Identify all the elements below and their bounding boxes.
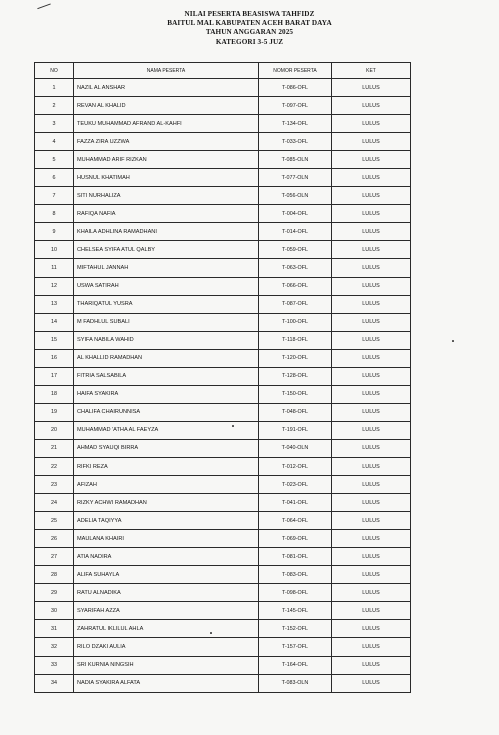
participant-number: T-083-OFL xyxy=(259,566,332,584)
participant-number: T-059-OFL xyxy=(259,241,332,259)
result-status: LULUS xyxy=(332,457,411,475)
result-status: LULUS xyxy=(332,133,411,151)
participant-number: T-081-OFL xyxy=(259,548,332,566)
table-row xyxy=(35,97,411,115)
header-category: KATEGORI 3-5 JUZ xyxy=(215,37,284,46)
participant-name: RATU ALNADIKA xyxy=(74,584,259,602)
participant-number: T-085-OLN xyxy=(259,151,332,169)
corner-pen-mark xyxy=(35,0,51,9)
participant-number: T-118-OFL xyxy=(259,331,332,349)
participant-name: NADIA SYAKIRA ALFATA xyxy=(74,674,259,692)
participant-name: RAFIQA NAFIA xyxy=(74,205,259,223)
participant-name: MUHAMMAD ARIF RIZKAN xyxy=(74,151,259,169)
participant-name: MUHAMMAD 'ATHA AL FAEYZA xyxy=(74,421,259,439)
participant-number: T-023-OFL xyxy=(259,476,332,494)
table-row xyxy=(35,187,411,205)
row-number: 10 xyxy=(35,241,74,259)
paper-speck xyxy=(232,425,234,427)
table-row xyxy=(35,367,411,385)
row-number: 14 xyxy=(35,313,74,331)
participant-name: SYIFA NABILA WAHID xyxy=(74,331,259,349)
row-number: 28 xyxy=(35,566,74,584)
result-status: LULUS xyxy=(332,566,411,584)
participant-name: SRI KURNIA NINGSIH xyxy=(74,656,259,674)
result-status: LULUS xyxy=(332,494,411,512)
table-row xyxy=(35,349,411,367)
result-status: LULUS xyxy=(332,295,411,313)
row-number: 25 xyxy=(35,512,74,530)
participant-number: T-066-OFL xyxy=(259,277,332,295)
participant-number: T-012-OFL xyxy=(259,457,332,475)
result-status: LULUS xyxy=(332,530,411,548)
participant-name: KHAILA ADHLINA RAMADHANI xyxy=(74,223,259,241)
table-header-row xyxy=(35,63,411,79)
participant-number: T-100-OFL xyxy=(259,313,332,331)
column-header-number: NOMOR PESERTA xyxy=(259,63,332,79)
table-row xyxy=(35,476,411,494)
row-number: 29 xyxy=(35,584,74,602)
row-number: 22 xyxy=(35,457,74,475)
participant-number: T-086-OFL xyxy=(259,79,332,97)
participant-name: ATIA NADIRA xyxy=(74,548,259,566)
participant-name: AHMAD SYAUQI BIRRA xyxy=(74,439,259,457)
participant-name: M FADHLUL SUBALI xyxy=(74,313,259,331)
row-number: 24 xyxy=(35,494,74,512)
participant-number: T-157-OFL xyxy=(259,638,332,656)
row-number: 15 xyxy=(35,331,74,349)
participant-name: FITRIA SALSABILA xyxy=(74,367,259,385)
participant-name: MAULANA KHAIRI xyxy=(74,530,259,548)
result-status: LULUS xyxy=(332,277,411,295)
row-number: 33 xyxy=(35,656,74,674)
participant-number: T-098-OFL xyxy=(259,584,332,602)
participant-number: T-056-OLN xyxy=(259,187,332,205)
result-status: LULUS xyxy=(332,421,411,439)
table-row xyxy=(35,439,411,457)
result-status: LULUS xyxy=(332,169,411,187)
result-status: LULUS xyxy=(332,97,411,115)
result-status: LULUS xyxy=(332,151,411,169)
paper-speck xyxy=(210,632,212,634)
participant-name: REVAN AL KHALID xyxy=(74,97,259,115)
participant-number: T-064-OFL xyxy=(259,512,332,530)
row-number: 20 xyxy=(35,421,74,439)
result-status: LULUS xyxy=(332,656,411,674)
participant-name: AL KHALLID RAMADHAN xyxy=(74,349,259,367)
result-status: LULUS xyxy=(332,584,411,602)
column-header-ket: KET xyxy=(332,63,411,79)
participant-number: T-152-OFL xyxy=(259,620,332,638)
table-row xyxy=(35,494,411,512)
participant-number: T-134-OFL xyxy=(259,115,332,133)
participant-number: T-191-OFL xyxy=(259,421,332,439)
participant-number: T-077-OLN xyxy=(259,169,332,187)
participant-number: T-063-OFL xyxy=(259,259,332,277)
row-number: 3 xyxy=(35,115,74,133)
row-number: 34 xyxy=(35,674,74,692)
participant-number: T-014-OFL xyxy=(259,223,332,241)
participant-name: SYARIFAH AZZA xyxy=(74,602,259,620)
table-row xyxy=(35,223,411,241)
participant-name: MIFTAHUL JANNAH xyxy=(74,259,259,277)
result-status: LULUS xyxy=(332,205,411,223)
table-row xyxy=(35,457,411,475)
participant-name: CHELSEA SYIFA ATUL QALBY xyxy=(74,241,259,259)
result-status: LULUS xyxy=(332,674,411,692)
row-number: 13 xyxy=(35,295,74,313)
row-number: 17 xyxy=(35,367,74,385)
row-number: 5 xyxy=(35,151,74,169)
row-number: 18 xyxy=(35,385,74,403)
row-number: 12 xyxy=(35,277,74,295)
result-status: LULUS xyxy=(332,223,411,241)
column-header-name: NAMA PESERTA xyxy=(74,63,259,79)
result-status: LULUS xyxy=(332,548,411,566)
participant-name: RILO DZAKI AULIA xyxy=(74,638,259,656)
participant-name: AFIZAH xyxy=(74,476,259,494)
participant-number: T-033-OFL xyxy=(259,133,332,151)
header-institution: BAITUL MAL KABUPATEN ACEH BARAT DAYA xyxy=(167,19,332,28)
table-row xyxy=(35,385,411,403)
table-row xyxy=(35,295,411,313)
result-status: LULUS xyxy=(332,259,411,277)
header-title: NILAI PESERTA BEASISWA TAHFIDZ xyxy=(184,10,315,18)
table-row xyxy=(35,241,411,259)
participant-number: T-083-OLN xyxy=(259,674,332,692)
paper-speck xyxy=(452,340,454,342)
participant-name: ADELIA TAQIYYA xyxy=(74,512,259,530)
table-row xyxy=(35,403,411,421)
table-body xyxy=(35,79,411,693)
table-row xyxy=(35,133,411,151)
row-number: 30 xyxy=(35,602,74,620)
row-number: 1 xyxy=(35,79,74,97)
result-status: LULUS xyxy=(332,115,411,133)
participant-number: T-150-OFL xyxy=(259,385,332,403)
participant-number: T-145-OFL xyxy=(259,602,332,620)
row-number: 27 xyxy=(35,548,74,566)
table-row xyxy=(35,584,411,602)
participant-name: CHALIFA CHAIRUNNISA xyxy=(74,403,259,421)
table-row xyxy=(35,548,411,566)
participant-number: T-048-OFL xyxy=(259,403,332,421)
table-row xyxy=(35,656,411,674)
result-status: LULUS xyxy=(332,476,411,494)
table-row xyxy=(35,566,411,584)
result-status: LULUS xyxy=(332,241,411,259)
document-header xyxy=(0,10,499,47)
participant-name: NAZIL AL ANSHAR xyxy=(74,79,259,97)
table-row xyxy=(35,421,411,439)
participant-number: T-004-OFL xyxy=(259,205,332,223)
row-number: 4 xyxy=(35,133,74,151)
table-row xyxy=(35,530,411,548)
table-row xyxy=(35,151,411,169)
participant-number: T-097-OFL xyxy=(259,97,332,115)
table-row xyxy=(35,602,411,620)
result-status: LULUS xyxy=(332,331,411,349)
table-row xyxy=(35,313,411,331)
result-status: LULUS xyxy=(332,602,411,620)
participant-name: HUSNUL KHATIMAH xyxy=(74,169,259,187)
table-row xyxy=(35,79,411,97)
row-number: 6 xyxy=(35,169,74,187)
participant-number: T-128-OFL xyxy=(259,367,332,385)
result-status: LULUS xyxy=(332,367,411,385)
participant-name: TEUKU MUHAMMAD AFRAND AL-KAHFI xyxy=(74,115,259,133)
table-row xyxy=(35,115,411,133)
result-status: LULUS xyxy=(332,512,411,530)
table-row xyxy=(35,512,411,530)
row-number: 8 xyxy=(35,205,74,223)
participant-name: THARIQATUL YUSRA xyxy=(74,295,259,313)
result-status: LULUS xyxy=(332,187,411,205)
row-number: 23 xyxy=(35,476,74,494)
participant-name: RIFKI REZA xyxy=(74,457,259,475)
row-number: 2 xyxy=(35,97,74,115)
row-number: 9 xyxy=(35,223,74,241)
table-row xyxy=(35,169,411,187)
table-row xyxy=(35,259,411,277)
row-number: 21 xyxy=(35,439,74,457)
result-status: LULUS xyxy=(332,620,411,638)
participant-number: T-087-OFL xyxy=(259,295,332,313)
result-status: LULUS xyxy=(332,403,411,421)
participant-name: ALIFA SUHAYLA xyxy=(74,566,259,584)
row-number: 16 xyxy=(35,349,74,367)
results-table xyxy=(34,62,411,693)
participant-number: T-164-OFL xyxy=(259,656,332,674)
result-status: LULUS xyxy=(332,385,411,403)
participant-number: T-069-OFL xyxy=(259,530,332,548)
table-row xyxy=(35,674,411,692)
result-status: LULUS xyxy=(332,313,411,331)
header-year: TAHUN ANGGARAN 2025 xyxy=(205,28,294,37)
row-number: 26 xyxy=(35,530,74,548)
row-number: 7 xyxy=(35,187,74,205)
row-number: 32 xyxy=(35,638,74,656)
result-status: LULUS xyxy=(332,638,411,656)
participant-number: T-120-OFL xyxy=(259,349,332,367)
column-header-no: NO xyxy=(35,63,74,79)
participant-name: USWA SATIRAH xyxy=(74,277,259,295)
result-status: LULUS xyxy=(332,349,411,367)
participant-name: SITI NURHALIZA xyxy=(74,187,259,205)
result-status: LULUS xyxy=(332,439,411,457)
table-row xyxy=(35,638,411,656)
participant-name: RIZKY ACHWI RAMADHAN xyxy=(74,494,259,512)
participant-name: ZAHRATUL IKLILUL AHLA xyxy=(74,620,259,638)
table-row xyxy=(35,331,411,349)
participant-number: T-041-OFL xyxy=(259,494,332,512)
table-row xyxy=(35,205,411,223)
row-number: 11 xyxy=(35,259,74,277)
participant-name: FAZZA ZIRA UZZWA xyxy=(74,133,259,151)
row-number: 19 xyxy=(35,403,74,421)
row-number: 31 xyxy=(35,620,74,638)
participant-number: T-040-OLN xyxy=(259,439,332,457)
table-row xyxy=(35,277,411,295)
result-status: LULUS xyxy=(332,79,411,97)
table-row xyxy=(35,620,411,638)
participant-name: HAIFA SYAKIRA xyxy=(74,385,259,403)
